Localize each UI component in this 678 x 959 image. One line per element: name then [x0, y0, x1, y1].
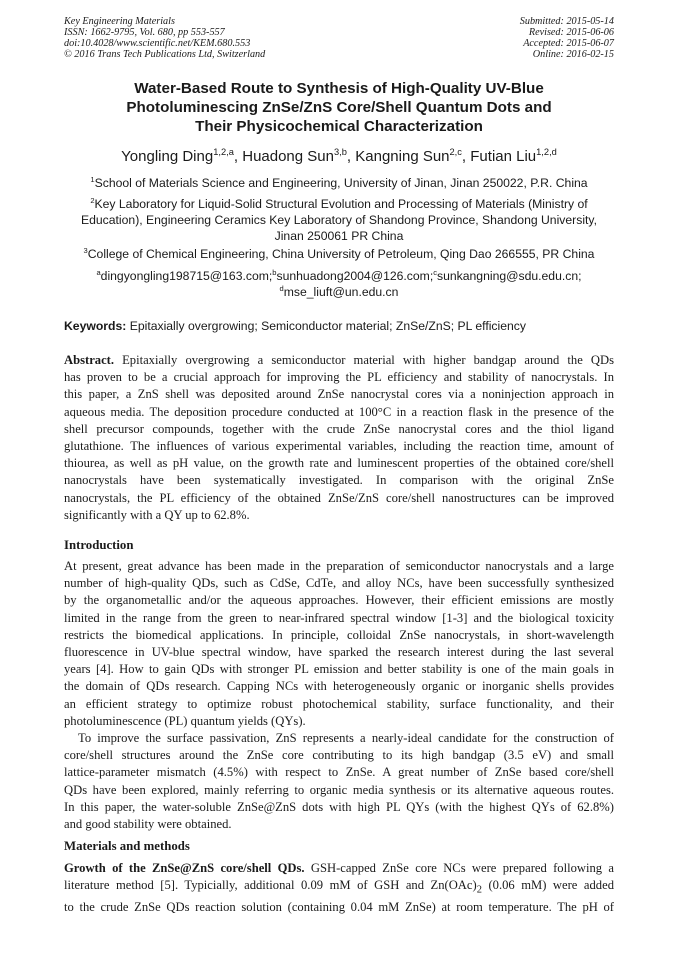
date-online: Online: 2016-02-15 [532, 49, 614, 60]
submission-dates [520, 16, 614, 60]
keywords-label: Keywords: [64, 319, 127, 333]
intro-line: years [4]. How to gain QDs with stronger PL emission and better stability is one of the main goals in [64, 662, 614, 677]
keywords-text: Epitaxially overgrowing; Semiconductor material; ZnSe/ZnS; PL efficiency [126, 319, 526, 333]
abstract-line: this paper, a ZnS shell was deposited around ZnSe nanocrystal cores via a noninjection approach in [64, 387, 614, 402]
affil-number: 3 [83, 245, 88, 255]
intro-line: by the organometallic and/or the aqueous approaches. However, their efficient emissions are mostly [64, 593, 614, 608]
author-name: Futian Liu [470, 148, 537, 165]
date-submitted: Submitted: 2015-05-14 [519, 16, 614, 27]
author-sep: , [233, 148, 243, 165]
affil-text: Jinan 250061 PR China [274, 229, 404, 243]
intro-line: restricts the biomedical applications. In principle, colloidal ZnSe nanocrystals, in short-wavelength [64, 627, 614, 642]
email-sup: a [96, 267, 101, 277]
abstract-line: shell precursor compounds, together with the crude ZnSe nanocrystal cores and the thiol ligand [64, 421, 614, 436]
subscript: 2 [476, 884, 482, 896]
intro-line: To improve the surface passivation, ZnS represents a nearly-ideal candidate for the construction of [78, 731, 614, 746]
intro-line: At present, great advance has been made in the preparation of semiconductor nanocrystals and a large [64, 559, 614, 573]
title-line: Their Physicochemical Characterization [195, 118, 483, 135]
affil-text: Key Laboratory for Liquid-Solid Structural Evolution and Processing of Materials (Ministry of [94, 197, 588, 211]
abstract-line: nanocrystals, the PL efficiency of the obtained ZnSe/ZnS core/shell nanostructures can be improved [64, 490, 614, 505]
affil-text: College of Chemical Engineering, China University of Petroleum, Qing Dao 266555, PR China [87, 247, 595, 261]
section-heading-methods: Materials and methods [64, 839, 190, 853]
journal-header [64, 16, 614, 60]
affil-text: Education), Engineering Ceramics Key Laboratory of Shandong Province, Shandong University, [80, 213, 597, 227]
intro-line: limited in the range from the green to near-infrared spectral window [1-3] and the biological toxicity [64, 610, 614, 625]
affil-text: School of Materials Science and Engineering, University of Jinan, Jinan 250022, P.R. China [94, 176, 588, 190]
section-heading-introduction: Introduction [64, 538, 134, 552]
methods-line: literature method [5]. Typicially, additional 0.09 mM of GSH and Zn(OAc) [64, 878, 477, 893]
intro-line: fluorescence in UV-blue spectral window, have sparked the research interest during the last several [64, 645, 614, 660]
introduction-text [64, 558, 614, 833]
intro-line: QDs have been explored, mainly referring to organic media synthesis or its alternative aqueous routes. [64, 782, 614, 797]
journal-copyright: © 2016 Trans Tech Publications Ltd, Switzerland [64, 49, 266, 60]
methods-text [64, 860, 614, 916]
affiliation-1 [52, 175, 626, 191]
author-name: Kangning Sun [355, 148, 450, 165]
title-line: Water-Based Route to Synthesis of High-Quality UV-Blue [134, 80, 544, 97]
intro-line: core/shell structures around the ZnSe core contributing to its high bandgap (3.5 eV) and small [64, 748, 614, 763]
intro-line: the domain of QDs research. Capping NCs with heterogeneously organic or inorganic shells provides [64, 679, 614, 694]
author-affil-sup: 1,2,a [213, 147, 234, 157]
email-sup: b [272, 267, 277, 277]
author-name: Yongling Ding [121, 148, 214, 165]
intro-line: In this paper, the water-soluble ZnSe@ZnS dots with high PL QYs (with the highest QYs of 62.8%) [64, 799, 614, 814]
methods-line: to the crude ZnSe QDs reaction solution (containing 0.04 mM ZnSe) at room temperature. The pH of [64, 899, 614, 914]
abstract-label: Abstract. [64, 353, 115, 367]
keywords [64, 319, 614, 334]
abstract [64, 352, 614, 524]
title-line: Photoluminescing ZnSe/ZnS Core/Shell Quantum Dots and [126, 99, 552, 116]
intro-line: lattice-parameter mismatch (4.5%) with respect to ZnSe. A great number of ZnSe based core/shell [64, 765, 614, 780]
author-sep: , [461, 148, 471, 165]
abstract-line: has proven to be a crucial approach for improving the PL efficiency and stability of nanocrystals. In [64, 370, 614, 385]
author-affil-sup: 1,2,d [536, 147, 557, 157]
email-link[interactable]: sunhuadong2004@126.com; [276, 269, 434, 283]
email-link[interactable]: dingyongling198715@163.com; [100, 269, 273, 283]
abstract-line: nanocrystals have been systematically investigated. In comparison with the original ZnSe [64, 473, 614, 488]
affil-number: 2 [90, 195, 95, 205]
paper-title [64, 79, 614, 136]
affil-number: 1 [90, 174, 95, 184]
intro-line: photoluminescence (PL) quantum yields (QYs). [64, 713, 306, 728]
date-revised: Revised: 2015-06-06 [528, 27, 614, 38]
journal-doi: doi:10.4028/www.scientific.net/KEM.680.553 [64, 38, 251, 49]
methods-line: GSH-capped ZnSe core NCs were prepared following a [304, 861, 614, 875]
intro-line: number of high-quality QDs, such as CdSe, CdTe, and alloy NCs, have been successfully synthesized [64, 576, 614, 591]
email-sup: c [433, 267, 437, 277]
abstract-line: thiourea, as well as pH value, on the growth rate and luminescent properties of the obtained core/shell [64, 456, 614, 471]
affiliation-3 [52, 246, 626, 262]
journal-issn: ISSN: 1662-9795, Vol. 680, pp 553-557 [64, 27, 225, 38]
intro-line: an efficient strategy to optimize robust photochemical stability, surface functionality, and their [64, 696, 614, 711]
affiliation-2 [52, 196, 626, 244]
abstract-line: significantly with a QY up to 62.8%. [64, 507, 250, 522]
author-affil-sup: 3,b [333, 147, 347, 157]
email-sup: d [279, 283, 284, 293]
abstract-line: aqueous media. The deposition procedure conducted at 100°C in a reaction flask in the presence of the [64, 404, 614, 419]
intro-line: and good stability were obtained. [64, 817, 232, 832]
abstract-line: Epitaxially overgrowing a semiconductor material with higher bandgap around the QDs [114, 353, 614, 367]
email-link[interactable]: sunkangning@sdu.edu.cn; [437, 269, 582, 283]
date-accepted: Accepted: 2015-06-07 [523, 38, 614, 49]
author-emails [52, 268, 626, 300]
journal-info [64, 16, 265, 60]
author-affil-sup: 2,c [449, 147, 462, 157]
email-link[interactable]: mse_liuft@un.edu.cn [283, 285, 399, 299]
author-name: Huadong Sun [242, 148, 334, 165]
abstract-line: glutathione. The influences of various experimental variables, including the reaction time, amount of [64, 439, 614, 454]
methods-subheading: Growth of the ZnSe@ZnS core/shell QDs. [64, 861, 305, 875]
methods-line: (0.06 mM) were added [481, 878, 614, 893]
author-list [40, 148, 638, 166]
author-sep: , [346, 148, 356, 165]
journal-name: Key Engineering Materials [64, 16, 175, 27]
